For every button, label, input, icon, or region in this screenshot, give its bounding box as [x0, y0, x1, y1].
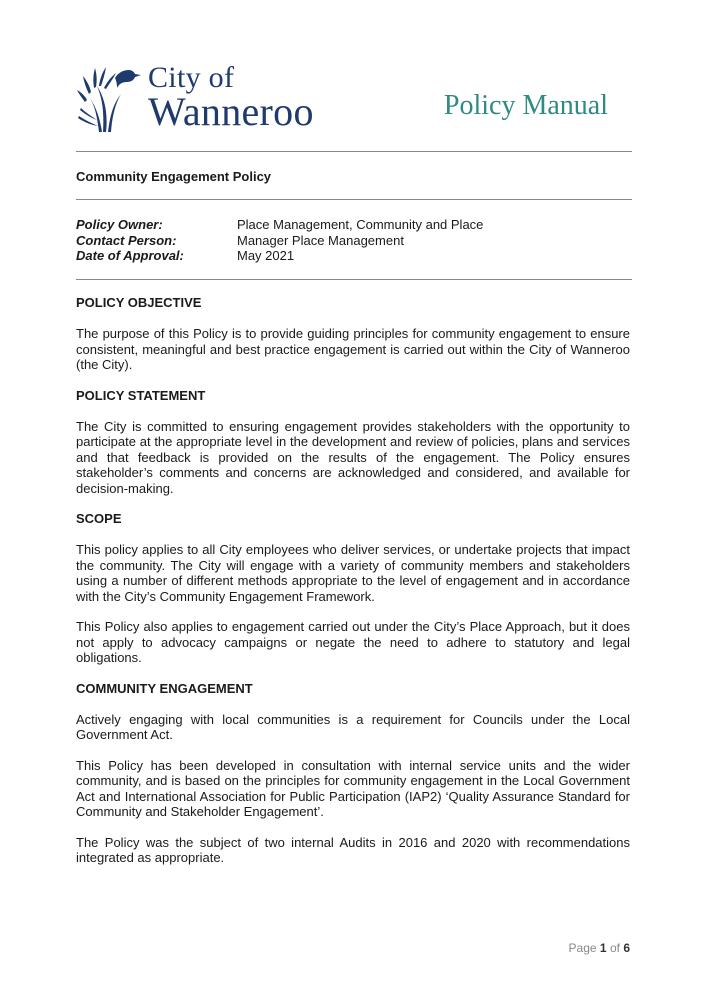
policy-metadata — [76, 217, 632, 264]
title-divider — [76, 199, 632, 200]
header-divider — [76, 151, 632, 152]
page-word: Page — [568, 941, 597, 955]
meta-row-date-of-approval — [76, 248, 632, 264]
policy-body — [76, 295, 630, 881]
document-title: Community Engagement Policy — [76, 169, 272, 184]
meta-value: Place Management, Community and Place — [237, 217, 484, 232]
page-of: of — [609, 941, 620, 955]
meta-row-policy-owner — [76, 217, 632, 233]
section-paragraph: The City is committed to ensuring engagement provides stakeholders with the opportunity to participate at the appropriate level in the development and review of policies, plans and services and that feedback is provided on the results of the engagement. The Policy ensures stakeholder’s comments and concerns are acknowledged and considered, and available for decision-making. — [76, 418, 630, 496]
city-logo — [77, 62, 327, 136]
section-paragraph: The purpose of this Policy is to provide guiding principles for community engagement to ensure consistent, meaningful and best practice engagement is carried out within the City of Wanneroo (the City). — [76, 326, 630, 372]
page-total: 6 — [623, 941, 630, 955]
meta-value: Manager Place Management — [237, 232, 404, 248]
section-paragraph: This Policy has been developed in consultation with internal service units and the wider community, and is based on the principles for community engagement in the Local Government Act and International Association for Public Participation (IAP2) ‘Quality Assurance Standard for Community and Stakeholder Engagement’. — [76, 757, 630, 819]
section-heading: POLICY STATEMENT — [76, 387, 206, 403]
section-heading: COMMUNITY ENGAGEMENT — [76, 680, 253, 696]
meta-divider — [76, 279, 632, 280]
section-heading: POLICY OBJECTIVE — [76, 295, 202, 310]
section-policy-statement — [76, 388, 630, 497]
page-current: 1 — [599, 941, 607, 955]
meta-value: May 2021 — [237, 248, 295, 263]
page-number — [569, 941, 630, 955]
section-scope — [76, 511, 630, 666]
bird-emblem-icon — [77, 64, 143, 134]
section-paragraph: This policy applies to all City employees who deliver services, or undertake projects that impact the community. The City will engage with a variety of community members and stakeholders using a number of different methods appropriate to the level of engagement and in accordance with the City’s Community Engagement Framework. — [76, 542, 630, 604]
section-paragraph: This Policy also applies to engagement carried out under the City’s Place Approach, but it does not apply to advocacy campaigns or negate the need to adhere to statutory and legal obligations. — [76, 619, 630, 665]
logo-text-city-of: City of — [148, 61, 235, 94]
section-heading: SCOPE — [76, 511, 122, 526]
logo-text-wanneroo: Wanneroo — [148, 89, 314, 134]
section-community-engagement — [76, 681, 630, 866]
meta-label: Date of Approval: — [76, 248, 184, 263]
meta-label: Contact Person: — [76, 232, 177, 248]
policy-manual-title: Policy Manual — [443, 90, 608, 121]
section-policy-objective — [76, 295, 630, 373]
meta-row-contact-person — [76, 233, 632, 249]
meta-label: Policy Owner: — [76, 217, 163, 232]
section-paragraph: Actively engaging with local communities is a requirement for Councils under the Local Government Act. — [76, 711, 630, 742]
section-paragraph: The Policy was the subject of two internal Audits in 2016 and 2020 with recommendations integrated as appropriate. — [76, 834, 630, 865]
